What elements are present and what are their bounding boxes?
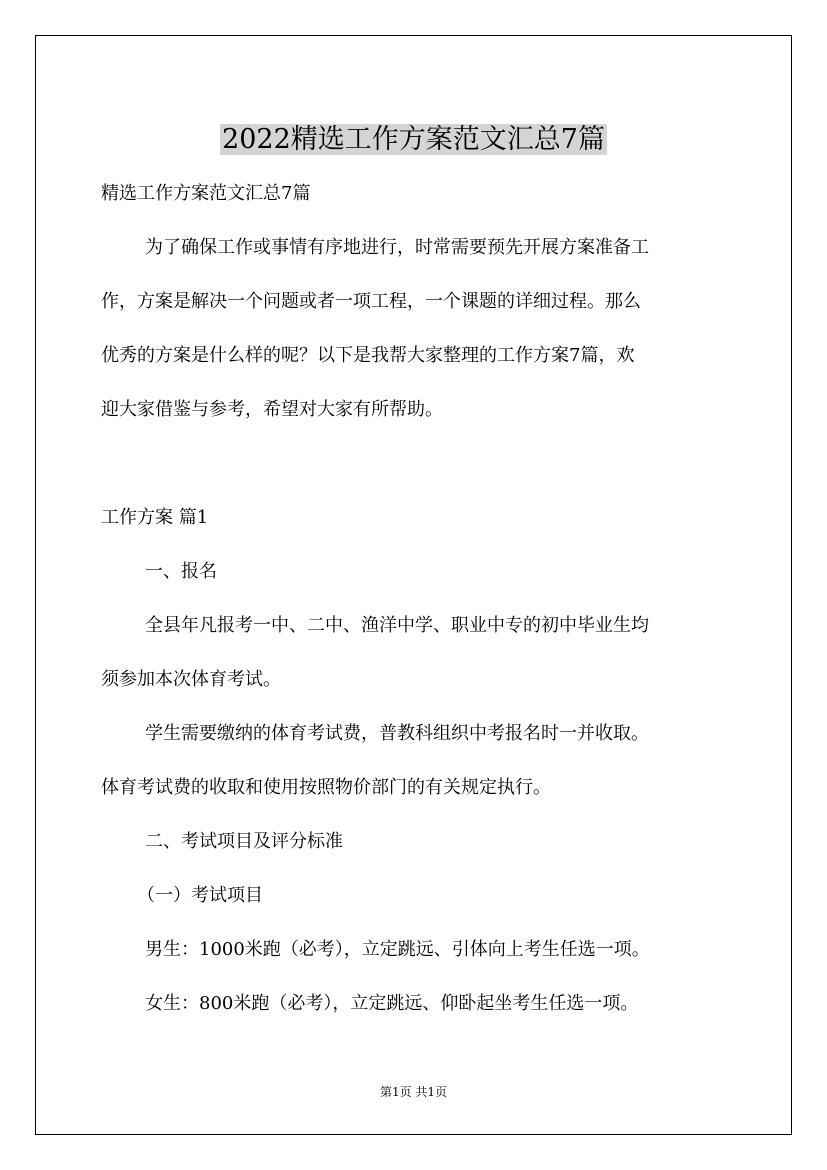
female-items-line: 女生：800米跑（必考），立定跳远、仰卧起坐考生任选一项。	[145, 993, 639, 1014]
registration-paragraph-line-1: 全县年凡报考一中、二中、渔洋中学、职业中专的初中毕业生均	[145, 615, 649, 636]
heading-exam-items: 二、考试项目及评分标准	[145, 831, 343, 852]
subheading-exam-items: （一）考试项目	[137, 885, 263, 906]
section-heading: 工作方案 篇1	[101, 507, 209, 528]
male-items-line: 男生：1000米跑（必考），立定跳远、引体向上考生任选一项。	[145, 939, 650, 960]
subtitle-line: 精选工作方案范文汇总7篇	[101, 183, 311, 204]
page-footer: 第1页 共1页	[379, 1085, 448, 1099]
intro-paragraph-line-3: 优秀的方案是什么样的呢？以下是我帮大家整理的工作方案7篇，欢	[101, 345, 635, 366]
registration-paragraph-line-2: 须参加本次体育考试。	[101, 669, 281, 690]
fee-paragraph-line-2: 体育考试费的收取和使用按照物价部门的有关规定执行。	[101, 777, 551, 798]
document-title-text: 2022精选工作方案范文汇总7篇	[222, 124, 605, 156]
document-title	[0, 120, 827, 160]
fee-paragraph-line-1: 学生需要缴纳的体育考试费，普教科组织中考报名时一并收取。	[145, 723, 649, 744]
intro-paragraph-line-2: 作，方案是解决一个问题或者一项工程，一个课题的详细过程。那么	[101, 291, 641, 312]
intro-paragraph-line-4: 迎大家借鉴与参考，希望对大家有所帮助。	[101, 399, 443, 420]
heading-registration: 一、报名	[145, 561, 217, 582]
intro-paragraph-line-1: 为了确保工作或事情有序地进行，时常需要预先开展方案准备工	[145, 237, 649, 258]
